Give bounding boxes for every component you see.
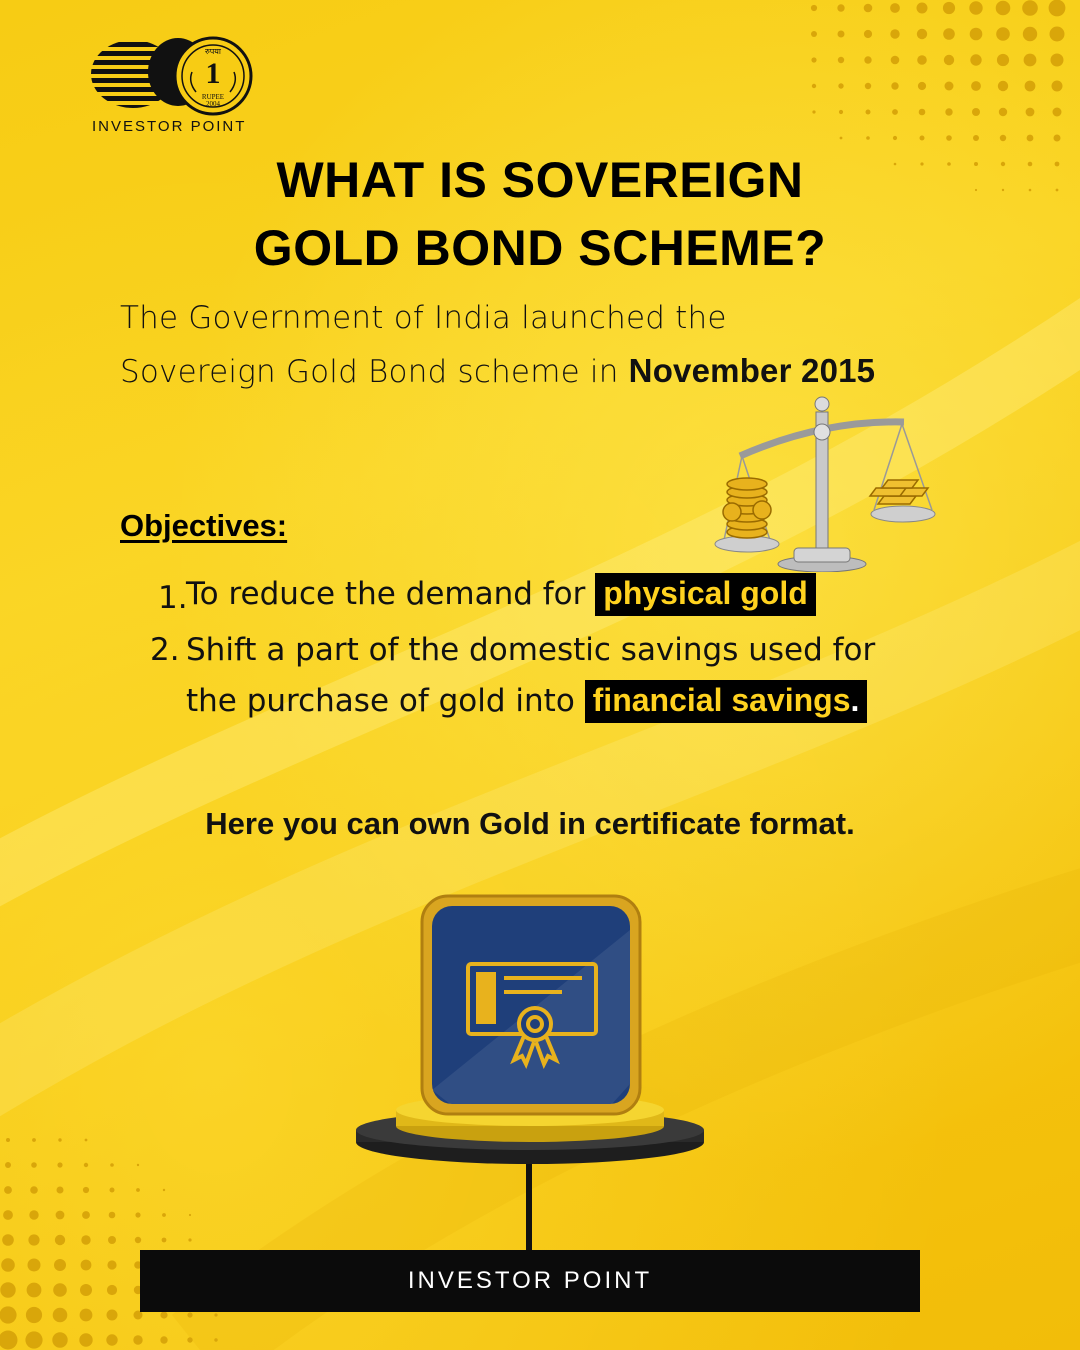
halftone-dot <box>917 29 927 39</box>
halftone-dot <box>838 83 843 88</box>
halftone-dot <box>162 1213 166 1217</box>
halftone-dot <box>2 1234 14 1246</box>
halftone-dot <box>1051 54 1064 67</box>
halftone-dot <box>1054 135 1061 142</box>
objective-2-text: the purchase of gold into <box>186 683 585 719</box>
page-title-line2: GOLD BOND SCHEME? <box>253 220 827 276</box>
halftone-dot <box>971 81 981 91</box>
halftone-dot <box>840 137 843 140</box>
halftone-dot <box>999 108 1007 116</box>
halftone-dot <box>80 1309 93 1322</box>
halftone-dot <box>4 1186 12 1194</box>
halftone-dot <box>969 1 982 14</box>
halftone-dot <box>30 1186 38 1194</box>
halftone-dot <box>837 4 844 11</box>
halftone-dot <box>838 57 844 63</box>
objective-2-number: 2. <box>150 632 180 668</box>
halftone-dot <box>3 1210 13 1220</box>
halftone-dot <box>187 1312 192 1317</box>
svg-text:2004: 2004 <box>206 100 220 108</box>
page-title-line1: WHAT IS SOVEREIGN <box>276 152 804 208</box>
halftone-dot <box>135 1237 141 1243</box>
halftone-dot <box>838 31 845 38</box>
halftone-dot <box>188 1238 191 1241</box>
halftone-dot <box>107 1285 117 1295</box>
halftone-dot <box>1022 0 1038 16</box>
intro-line2 <box>120 352 875 390</box>
halftone-dot <box>945 108 952 115</box>
halftone-dot <box>55 1235 65 1245</box>
halftone-dot <box>811 31 817 37</box>
halftone-dot <box>28 1234 39 1245</box>
halftone-dot <box>109 1212 116 1219</box>
halftone-dot <box>1024 54 1037 67</box>
halftone-dot <box>107 1310 118 1321</box>
halftone-dot <box>1026 108 1035 117</box>
objective-2-line1: Shift a part of the domestic savings used for <box>186 632 876 668</box>
halftone-dot <box>56 1211 65 1220</box>
halftone-dot <box>54 1259 66 1271</box>
halftone-dot <box>0 1331 18 1350</box>
halftone-dot <box>811 5 817 11</box>
halftone-dot <box>998 81 1008 91</box>
halftone-dot <box>920 136 925 141</box>
halftone-dot <box>26 1307 42 1323</box>
halftone-dot <box>107 1260 116 1269</box>
halftone-dot <box>890 29 899 38</box>
objective-1-text: To reduce the demand for <box>186 576 596 612</box>
svg-text:RUPEE: RUPEE <box>201 93 225 101</box>
halftone-dot <box>811 57 816 62</box>
halftone-dot <box>189 1214 191 1216</box>
halftone-dot <box>1000 135 1006 141</box>
halftone-dot <box>891 82 898 89</box>
halftone-dot <box>946 135 952 141</box>
objective-2-line2 <box>186 680 867 723</box>
halftone-dot <box>80 1284 92 1296</box>
halftone-dot <box>1050 27 1065 42</box>
halftone-dot <box>891 56 900 65</box>
halftone-dot <box>137 1164 139 1166</box>
halftone-dot <box>839 110 843 114</box>
halftone-dot <box>136 1188 140 1192</box>
halftone-dot <box>812 84 816 88</box>
rupee-coin-logo-icon <box>88 36 268 116</box>
svg-text:रुपया: रुपया <box>204 47 222 56</box>
halftone-dot <box>890 3 900 13</box>
halftone-dot <box>918 82 926 90</box>
halftone-dot <box>1 1258 15 1272</box>
halftone-dot <box>110 1163 114 1167</box>
objective-1 <box>186 573 816 616</box>
halftone-dot <box>973 135 979 141</box>
highlight-financial-savings-text: financial savings <box>592 682 851 718</box>
halftone-dots-bottom-left <box>0 1130 260 1350</box>
halftone-dot <box>53 1308 68 1323</box>
halftone-dot <box>996 27 1010 41</box>
halftone-dot <box>53 1283 67 1297</box>
halftone-dot <box>970 28 983 41</box>
halftone-dot <box>945 82 954 91</box>
intro-line1: The Government of India launched the <box>120 300 727 336</box>
highlight-physical-gold: physical gold <box>595 573 815 616</box>
halftone-dot <box>5 1162 11 1168</box>
halftone-dot <box>972 108 980 116</box>
logo-text: INVESTOR POINT <box>92 118 247 135</box>
halftone-dot <box>32 1138 36 1142</box>
halftone-dot <box>812 110 815 113</box>
svg-text:1: 1 <box>205 57 221 90</box>
halftone-dot <box>162 1238 167 1243</box>
halftone-dot <box>970 54 981 65</box>
halftone-dot <box>133 1335 142 1344</box>
halftone-dot <box>1027 135 1034 142</box>
halftone-dot <box>943 28 955 40</box>
halftone-dot <box>917 3 928 14</box>
halftone-dot <box>57 1162 62 1167</box>
halftone-dot <box>29 1210 38 1219</box>
halftone-dot <box>1025 81 1036 92</box>
halftone-dot <box>187 1337 192 1342</box>
halftone-dot <box>57 1187 64 1194</box>
halftone-dot <box>135 1212 140 1217</box>
halftone-dot <box>996 1 1011 16</box>
halftone-dot <box>866 136 870 140</box>
objective-1-number: 1. <box>158 580 188 616</box>
objectives-heading: Objectives: <box>120 508 288 543</box>
halftone-dot <box>214 1313 217 1316</box>
halftone-dot <box>944 55 954 65</box>
launch-date: November 2015 <box>628 352 876 389</box>
halftone-dot <box>85 1139 88 1142</box>
halftone-dot <box>25 1331 42 1348</box>
footer-brand: INVESTOR POINT <box>407 1267 653 1294</box>
highlight-suffix: . <box>850 682 860 718</box>
halftone-dot <box>160 1311 167 1318</box>
halftone-dot <box>0 1306 17 1323</box>
halftone-dot <box>81 1235 90 1244</box>
halftone-dot <box>6 1138 10 1142</box>
halftone-dot <box>893 136 897 140</box>
halftone-dot <box>82 1211 90 1219</box>
halftone-dot <box>1023 27 1037 41</box>
halftone-dot <box>865 83 871 89</box>
halftone-dot <box>864 4 873 13</box>
halftone-dot <box>163 1189 165 1191</box>
halftone-dot <box>997 54 1009 66</box>
halftone-dot <box>943 2 955 14</box>
halftone-dot <box>52 1332 67 1347</box>
halftone-dot <box>83 1187 89 1193</box>
halftone-dot <box>864 56 871 63</box>
halftone-dot <box>106 1334 117 1345</box>
halftone-dot <box>84 1163 88 1167</box>
balance-scale-icon <box>710 392 950 572</box>
halftone-dot <box>1052 81 1063 92</box>
halftone-dot <box>919 109 926 116</box>
certificate-podium <box>350 890 720 1260</box>
halftone-dot <box>27 1283 42 1298</box>
halftone-dot <box>31 1162 37 1168</box>
halftone-dot <box>28 1259 41 1272</box>
halftone-dot <box>917 55 927 65</box>
halftone-dot <box>81 1260 92 1271</box>
halftone-dot <box>110 1188 115 1193</box>
halftone-dot <box>866 110 871 115</box>
halftone-dot <box>1053 108 1062 117</box>
halftone-dot <box>58 1138 61 1141</box>
halftone-dot <box>864 30 872 38</box>
halftone-dot <box>108 1236 116 1244</box>
intro-line2-text: Sovereign Gold Bond scheme in <box>120 354 629 390</box>
highlight-financial-savings <box>585 680 868 723</box>
halftone-dot <box>214 1338 217 1341</box>
halftone-dot <box>892 109 898 115</box>
tagline: Here you can own Gold in certificate format. <box>205 806 855 841</box>
halftone-dot <box>160 1336 167 1343</box>
halftone-dot <box>1049 0 1066 16</box>
halftone-dot <box>0 1282 15 1297</box>
halftone-dot <box>79 1333 92 1346</box>
